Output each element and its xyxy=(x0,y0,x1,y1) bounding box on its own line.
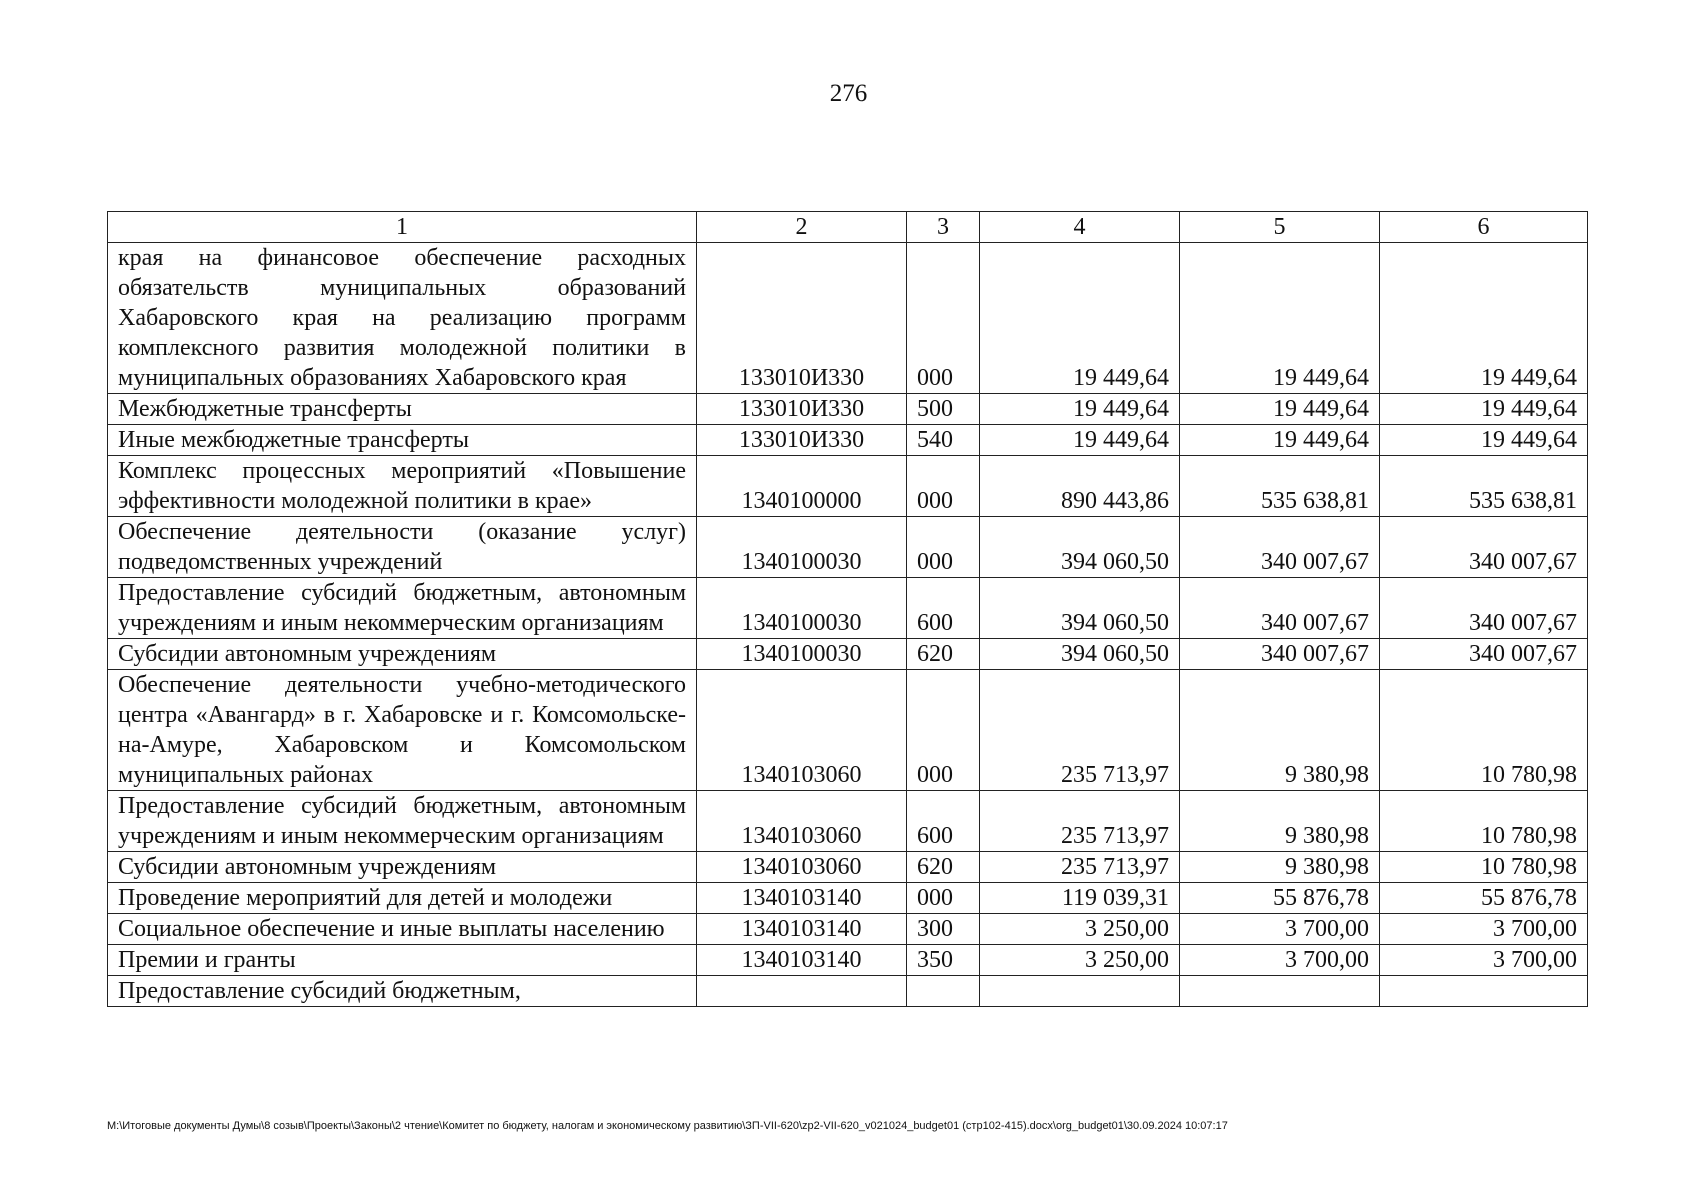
table-row xyxy=(108,425,1588,456)
row-value-col5: 340 007,67 xyxy=(1180,578,1380,639)
row-value-col4: 394 060,50 xyxy=(980,639,1180,670)
row-type-cell: 000 xyxy=(907,517,980,578)
row-code-cell: 1340103060 xyxy=(697,791,907,852)
row-value-col5: 19 449,64 xyxy=(1180,243,1380,394)
row-value-col6: 10 780,98 xyxy=(1380,852,1588,883)
row-type-cell: 000 xyxy=(907,670,980,791)
table-body xyxy=(108,243,1588,1007)
header-col-5: 5 xyxy=(1180,212,1380,243)
row-type-cell: 600 xyxy=(907,578,980,639)
row-value-col6: 10 780,98 xyxy=(1380,670,1588,791)
header-col-3: 3 xyxy=(907,212,980,243)
row-name-cell: Обеспечение деятельности (оказание услуг) подведомственных учреждений xyxy=(108,517,697,578)
row-value-col5: 3 700,00 xyxy=(1180,914,1380,945)
row-value-col6: 10 780,98 xyxy=(1380,791,1588,852)
row-value-col5: 535 638,81 xyxy=(1180,456,1380,517)
row-value-col6: 340 007,67 xyxy=(1380,578,1588,639)
header-col-1: 1 xyxy=(108,212,697,243)
row-value-col4: 19 449,64 xyxy=(980,425,1180,456)
row-code-cell: 1340103140 xyxy=(697,883,907,914)
row-code-cell: 1340100000 xyxy=(697,456,907,517)
row-type-cell xyxy=(907,976,980,1007)
row-code-cell: 133010И330 xyxy=(697,394,907,425)
row-value-col5: 55 876,78 xyxy=(1180,883,1380,914)
row-value-col6: 55 876,78 xyxy=(1380,883,1588,914)
row-name-cell: Проведение мероприятий для детей и молодежи xyxy=(108,883,697,914)
row-code-cell: 1340103060 xyxy=(697,852,907,883)
row-type-cell: 620 xyxy=(907,639,980,670)
row-value-col4: 394 060,50 xyxy=(980,578,1180,639)
row-type-cell: 600 xyxy=(907,791,980,852)
row-value-col6: 340 007,67 xyxy=(1380,517,1588,578)
row-type-cell: 350 xyxy=(907,945,980,976)
row-name-cell: Социальное обеспечение и иные выплаты населению xyxy=(108,914,697,945)
row-code-cell: 1340100030 xyxy=(697,639,907,670)
row-value-col5: 340 007,67 xyxy=(1180,517,1380,578)
row-name-cell: Субсидии автономным учреждениям xyxy=(108,639,697,670)
row-value-col6: 3 700,00 xyxy=(1380,945,1588,976)
table-row xyxy=(108,976,1588,1007)
row-value-col4: 3 250,00 xyxy=(980,945,1180,976)
table-row xyxy=(108,456,1588,517)
header-col-2: 2 xyxy=(697,212,907,243)
row-value-col6: 3 700,00 xyxy=(1380,914,1588,945)
row-name-cell: Премии и гранты xyxy=(108,945,697,976)
row-type-cell: 300 xyxy=(907,914,980,945)
row-code-cell: 1340103140 xyxy=(697,914,907,945)
table-header xyxy=(108,212,1588,243)
table-row xyxy=(108,243,1588,394)
row-value-col6: 19 449,64 xyxy=(1380,394,1588,425)
row-value-col5: 19 449,64 xyxy=(1180,425,1380,456)
header-col-6: 6 xyxy=(1380,212,1588,243)
row-name-cell: Межбюджетные трансферты xyxy=(108,394,697,425)
table-row xyxy=(108,945,1588,976)
table-row xyxy=(108,914,1588,945)
row-value-col5: 340 007,67 xyxy=(1180,639,1380,670)
row-value-col6: 19 449,64 xyxy=(1380,425,1588,456)
row-type-cell: 620 xyxy=(907,852,980,883)
table-row xyxy=(108,578,1588,639)
row-code-cell: 1340103140 xyxy=(697,945,907,976)
row-code-cell xyxy=(697,976,907,1007)
table-row xyxy=(108,517,1588,578)
header-row xyxy=(108,212,1588,243)
row-name-cell: Предоставление субсидий бюджетным, автономным учреждениям и иным некоммерческим организациям xyxy=(108,578,697,639)
row-value-col6: 340 007,67 xyxy=(1380,639,1588,670)
row-code-cell: 1340100030 xyxy=(697,517,907,578)
row-value-col4: 235 713,97 xyxy=(980,791,1180,852)
row-type-cell: 500 xyxy=(907,394,980,425)
row-value-col4: 890 443,86 xyxy=(980,456,1180,517)
row-name-cell: Предоставление субсидий бюджетным, автономным учреждениям и иным некоммерческим организациям xyxy=(108,791,697,852)
row-type-cell: 540 xyxy=(907,425,980,456)
row-value-col6 xyxy=(1380,976,1588,1007)
row-code-cell: 133010И330 xyxy=(697,425,907,456)
footer-file-path: M:\Итоговые документы Думы\8 созыв\Проекты\Законы\2 чтение\Комитет по бюджету, налогам и экономическому развитию\ЗП-VII-620\zp2-VII-620_v021024_budget01 (стр102-415).docx\org_budget01\30.09.2024 10:07:17 xyxy=(107,1120,1228,1132)
row-code-cell: 1340100030 xyxy=(697,578,907,639)
row-value-col4 xyxy=(980,976,1180,1007)
row-code-cell: 133010И330 xyxy=(697,243,907,394)
row-value-col4: 119 039,31 xyxy=(980,883,1180,914)
row-name-cell: Комплекс процессных мероприятий «Повышение эффективности молодежной политики в крае» xyxy=(108,456,697,517)
page-number: 276 xyxy=(829,80,868,107)
row-value-col4: 394 060,50 xyxy=(980,517,1180,578)
row-name-cell: Субсидии автономным учреждениям xyxy=(108,852,697,883)
row-name-cell: края на финансовое обеспечение расходных обязательств муниципальных образований Хабаровского края на реализацию программ комплексного развития молодежной политики в муниципальных образованиях Хабаровского края xyxy=(108,243,697,394)
row-value-col5: 19 449,64 xyxy=(1180,394,1380,425)
row-value-col5: 9 380,98 xyxy=(1180,852,1380,883)
row-type-cell: 000 xyxy=(907,243,980,394)
row-value-col5 xyxy=(1180,976,1380,1007)
table-row xyxy=(108,791,1588,852)
table-row xyxy=(108,394,1588,425)
budget-table xyxy=(107,211,1588,1007)
header-col-4: 4 xyxy=(980,212,1180,243)
row-value-col4: 235 713,97 xyxy=(980,670,1180,791)
row-value-col6: 19 449,64 xyxy=(1380,243,1588,394)
table-row xyxy=(108,852,1588,883)
row-value-col5: 3 700,00 xyxy=(1180,945,1380,976)
row-name-cell: Обеспечение деятельности учебно-методического центра «Авангард» в г. Хабаровске и г. Комсомольске-на-Амуре, Хабаровском и Комсомольском муниципальных районах xyxy=(108,670,697,791)
row-name-cell: Предоставление субсидий бюджетным, xyxy=(108,976,697,1007)
row-value-col4: 19 449,64 xyxy=(980,394,1180,425)
table-row xyxy=(108,670,1588,791)
row-value-col6: 535 638,81 xyxy=(1380,456,1588,517)
row-value-col4: 235 713,97 xyxy=(980,852,1180,883)
table-row xyxy=(108,639,1588,670)
row-value-col4: 3 250,00 xyxy=(980,914,1180,945)
row-type-cell: 000 xyxy=(907,883,980,914)
row-code-cell: 1340103060 xyxy=(697,670,907,791)
row-name-cell: Иные межбюджетные трансферты xyxy=(108,425,697,456)
row-value-col4: 19 449,64 xyxy=(980,243,1180,394)
row-value-col5: 9 380,98 xyxy=(1180,670,1380,791)
row-value-col5: 9 380,98 xyxy=(1180,791,1380,852)
row-type-cell: 000 xyxy=(907,456,980,517)
table-row xyxy=(108,883,1588,914)
